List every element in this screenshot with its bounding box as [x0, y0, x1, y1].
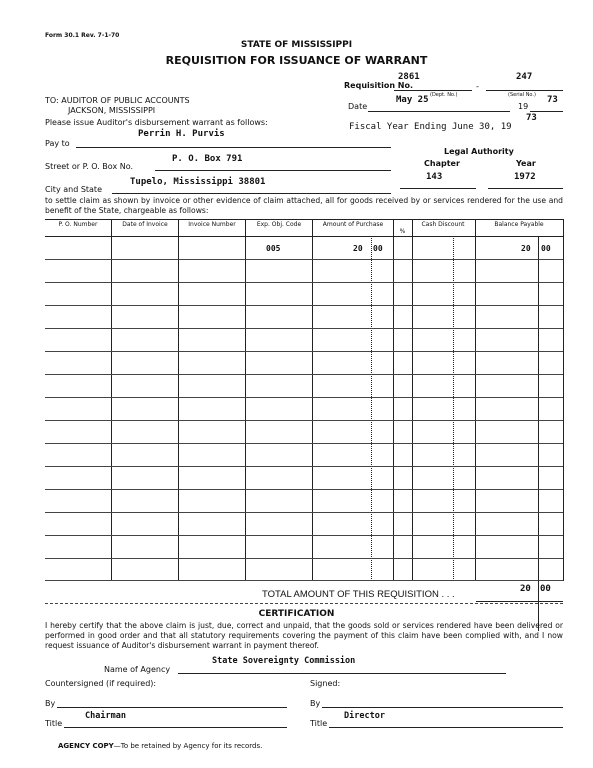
chapter-line	[400, 188, 476, 189]
col-header-invoice-number: Invoice Number	[188, 221, 236, 228]
chapter-value: 143	[426, 172, 443, 182]
col-line-3	[245, 219, 246, 581]
agency-name-value: State Sovereignty Commission	[212, 656, 356, 666]
col-header-exp-obj-code: Exp. Obj. Code	[256, 221, 302, 228]
form-number: Form 30.1 Rev. 7-1-70	[45, 32, 120, 39]
col-line-balance-cents	[538, 236, 539, 631]
col-line-4	[312, 219, 313, 581]
agency-copy-rest: —To be retained by Agency for its records.	[113, 742, 263, 750]
street-line	[155, 170, 391, 171]
left-by-label: By	[45, 699, 56, 708]
issue-instruction: Please issue Auditor's disbursement warrant as follows:	[45, 118, 268, 127]
charges-table	[45, 219, 563, 582]
col-header-percent: %	[399, 228, 406, 235]
date-value: May 25	[396, 95, 429, 105]
agency-copy-bold: AGENCY COPY	[58, 742, 114, 750]
row-line	[45, 397, 563, 398]
form-title: REQUISITION FOR ISSUANCE OF WARRANT	[165, 54, 428, 67]
date-line	[368, 111, 510, 112]
to-auditor: TO: AUDITOR OF PUBLIC ACCOUNTS	[45, 96, 190, 105]
dept-caption: (Dept. No.)	[430, 92, 458, 98]
date-label: Date	[348, 102, 368, 111]
row-1-amount-dollars: 20	[353, 244, 363, 253]
state-heading: STATE OF MISSISSIPPI	[240, 40, 353, 50]
pay-to-value: Perrin H. Purvis	[138, 129, 225, 139]
col-line-amount-cents	[371, 236, 372, 581]
row-line	[45, 580, 563, 581]
row-line	[45, 466, 563, 467]
row-line	[45, 374, 563, 375]
col-line-5	[393, 219, 394, 581]
col-header-balance: Balance Payable	[494, 221, 544, 228]
table-header-line	[45, 236, 563, 237]
settle-claim-text: to settle claim as shown by invoice or other evidence of claim attached, all for goods received by or services rendered for the use and benefit of the State, chargeable as follows:	[45, 196, 563, 215]
row-line	[45, 512, 563, 513]
agency-name-label: Name of Agency	[104, 665, 171, 674]
left-title-value: Chairman	[85, 711, 126, 721]
col-header-po-number: P. O. Number	[58, 221, 98, 228]
left-by-line	[57, 707, 287, 708]
fiscal-year-value: 73	[526, 113, 537, 123]
left-title-label: Title	[45, 719, 63, 728]
col-line-7	[475, 219, 476, 581]
signed-label: Signed:	[310, 679, 341, 688]
right-title-line	[329, 727, 563, 728]
street-value: P. O. Box 791	[172, 154, 243, 164]
row-line	[45, 351, 563, 352]
requisition-dash: -	[476, 82, 479, 91]
dept-number: 2861	[398, 72, 420, 82]
fiscal-year-label: Fiscal Year Ending June 30, 19	[349, 122, 512, 132]
row-1-exp-obj-code: 005	[266, 244, 281, 253]
row-line	[45, 282, 563, 283]
total-underline	[476, 601, 563, 602]
right-title-value: Director	[344, 711, 385, 721]
row-line	[45, 420, 563, 421]
col-line-6	[412, 219, 413, 581]
certification-heading: CERTIFICATION	[258, 609, 335, 619]
certification-body: I hereby certify that the above claim is just, due, correct and unpaid, that the goods sold or services rendered have been delivered or performed in good order and that all statutory requirements covering the payment of this claim have been complied with, and I now request issuance of Auditor's disbursement warrant in payment thereof.	[45, 621, 563, 650]
city-value: Tupelo, Mississippi 38801	[130, 177, 266, 187]
right-title-label: Title	[310, 719, 328, 728]
agency-name-line	[178, 673, 506, 674]
col-header-cash-discount: Cash Discount	[421, 221, 465, 228]
row-line	[45, 259, 563, 260]
serial-caption: (Serial No.)	[508, 92, 536, 98]
date-year-prefix: 19	[518, 102, 529, 111]
date-year-line	[530, 111, 563, 112]
row-1-balance-dollars: 20	[521, 244, 531, 253]
dept-number-line	[394, 90, 472, 91]
total-label: TOTAL AMOUNT OF THIS REQUISITION . . .	[262, 589, 455, 600]
city-line	[112, 193, 391, 194]
total-dollars: 20	[520, 584, 531, 594]
date-year-value: 73	[547, 95, 558, 105]
row-line	[45, 489, 563, 490]
row-1-amount-cents: 00	[373, 244, 383, 253]
requisition-label: Requisition No.	[344, 81, 414, 90]
row-1-balance-cents: 00	[541, 244, 551, 253]
col-line-2	[178, 219, 179, 581]
auditor-city: JACKSON, MISSISSIPPI	[68, 106, 156, 115]
col-header-date-of-invoice: Date of Invoice	[122, 221, 168, 228]
row-line	[45, 535, 563, 536]
serial-number-line	[486, 90, 563, 91]
total-cents: 00	[540, 584, 551, 594]
serial-number: 247	[516, 72, 533, 82]
countersigned-label: Countersigned (if required):	[45, 679, 157, 688]
total-divider	[45, 603, 563, 604]
row-line	[45, 328, 563, 329]
year-line	[488, 188, 563, 189]
street-label: Street or P. O. Box No.	[45, 162, 133, 171]
row-line	[45, 305, 563, 306]
row-line	[45, 558, 563, 559]
row-line	[45, 443, 563, 444]
agency-copy-note	[58, 742, 262, 750]
col-line-discount-cents	[453, 236, 454, 581]
year-label: Year	[516, 159, 536, 168]
year-value: 1972	[514, 172, 536, 182]
legal-authority-heading: Legal Authority	[444, 147, 514, 156]
city-label: City and State	[45, 185, 102, 194]
chapter-label: Chapter	[424, 159, 460, 168]
left-title-line	[64, 727, 287, 728]
right-by-label: By	[310, 699, 321, 708]
col-line-1	[111, 219, 112, 581]
col-header-amount: Amount of Purchase	[322, 221, 384, 228]
pay-to-label: Pay to	[45, 139, 70, 148]
right-by-line	[322, 707, 563, 708]
pay-to-line	[76, 147, 391, 148]
col-line-right	[563, 219, 564, 581]
